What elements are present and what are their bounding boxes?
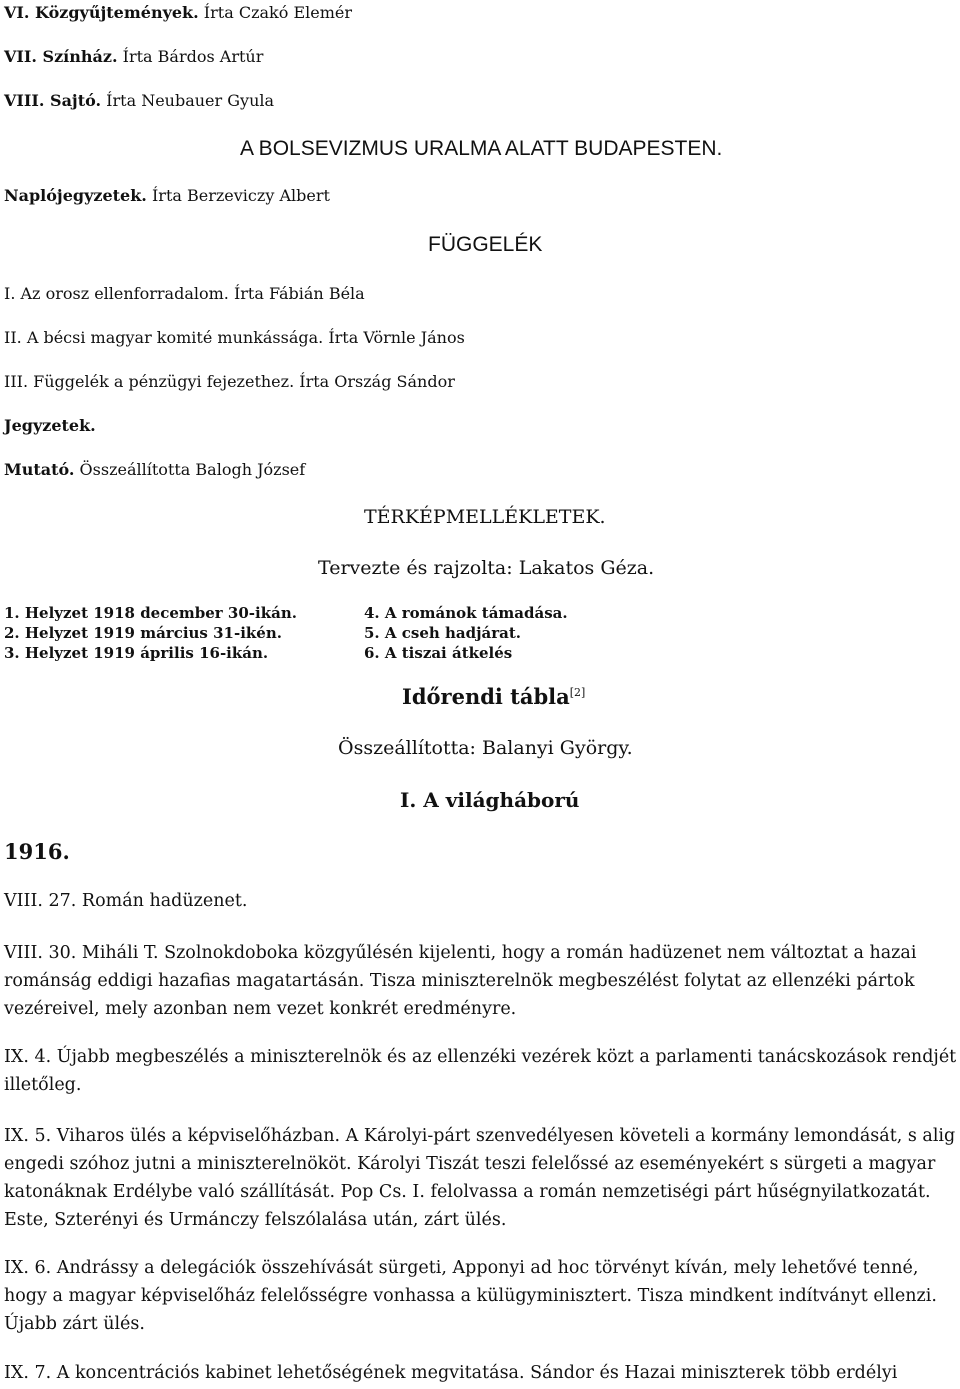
heading-osszeallitotta: Összeállította: Balanyi György. [338,737,633,759]
map-item[interactable]: 2. Helyzet 1919 március 31-ikén. [4,624,282,642]
entry-viii-27: VIII. 27. Román hadüzenet. [4,891,248,911]
entry-ix-4: IX. 4. Újabb megbeszélés a miniszterelnök és az ellenzéki vezérek közt a parlamenti tanácskozások rendjét illetőleg. [4,1047,957,1095]
map-item[interactable]: 1. Helyzet 1918 december 30-ikán. [4,604,297,622]
toc-entry-viii[interactable]: VIII. Sajtó. Írta Neubauer Gyula [4,91,275,110]
heading-idorendi: Időrendi tábla[2] [402,684,586,709]
heading-vilaghaboru: I. A világháború [400,788,580,812]
entry-ix-7: IX. 7. A koncentrációs kabinet lehetőségének megvitatása. Sándor és Hazai miniszterek több erdélyi [4,1363,898,1383]
heading-year: 1916. [4,839,70,864]
toc-entry-naplo[interactable]: Naplójegyzetek. Írta Berzeviczy Albert [4,186,330,205]
heading-tervezte: Tervezte és rajzolta: Lakatos Géza. [318,557,655,579]
entry-viii-30: VIII. 30. Miháli T. Szolnokdoboka közgyűlésén kijelenti, hogy a román hadüzenet nem változtat a hazai románság eddigi hazafias magatartásán. Tisza miniszterelnök megbeszélést folytat az ellenzéki pártok vezéreivel, mely azonban nem vezet konkrét eredményre. [4,943,917,1019]
heading-bolsevizmus: A BOLSEVIZMUS URALMA ALATT BUDAPESTEN. [240,137,723,160]
heading-fuggelek: FÜGGELÉK [428,233,543,256]
toc-entry-jegyzetek[interactable]: Jegyzetek. [4,416,96,435]
map-list-left [4,603,297,663]
entry-ix-6: IX. 6. Andrássy a delegációk összehívását sürgeti, Apponyi ad hoc törvényt kíván, mely lehetővé tenné, hogy a magyar képviselőház felelősségre vonhassa a külügyminisztert. Tisza mindkent indítványt ellenzi. Újabb zárt ülés. [4,1258,937,1334]
map-item[interactable]: 4. A románok támadása. [364,604,568,622]
footnote-ref[interactable]: [2] [569,686,586,699]
heading-terkep: TÉRKÉPMELLÉKLETEK. [364,506,606,528]
entry-ix-5: IX. 5. Viharos ülés a képviselőházban. A Károlyi-párt szenvedélyesen követeli a kormány lemondását, s alig engedi szóhoz jutni a miniszterelnököt. Károlyi Tiszát teszi felelőssé az eseményekért s sürgeti a magyar katonáknak Erdélybe való szállítását. Pop Cs. I. felolvassa a román nemzetiségi párt hűségnyilatkozatát. Este, Szterényi és Urmánczy felszólalása után, zárt ülés. [4,1126,956,1230]
toc-entry-vii[interactable]: VII. Színház. Írta Bárdos Artúr [4,47,264,66]
toc-entry-vi[interactable]: VI. Közgyűjtemények. Írta Czakó Elemér [4,3,352,22]
toc-entry-f1[interactable]: I. Az orosz ellenforradalom. Írta Fábián Béla [4,284,365,303]
map-item[interactable]: 5. A cseh hadjárat. [364,624,522,642]
toc-entry-f3[interactable]: III. Függelék a pénzügyi fejezethez. Írta Ország Sándor [4,372,455,391]
toc-entry-f2[interactable]: II. A bécsi magyar komité munkássága. Írta Vörnle János [4,328,465,347]
map-list-right [364,603,568,663]
map-item[interactable]: 3. Helyzet 1919 április 16-ikán. [4,644,269,662]
toc-entry-mutato[interactable]: Mutató. Összeállította Balogh József [4,460,306,479]
map-item[interactable]: 6. A tiszai átkelés [364,644,513,662]
